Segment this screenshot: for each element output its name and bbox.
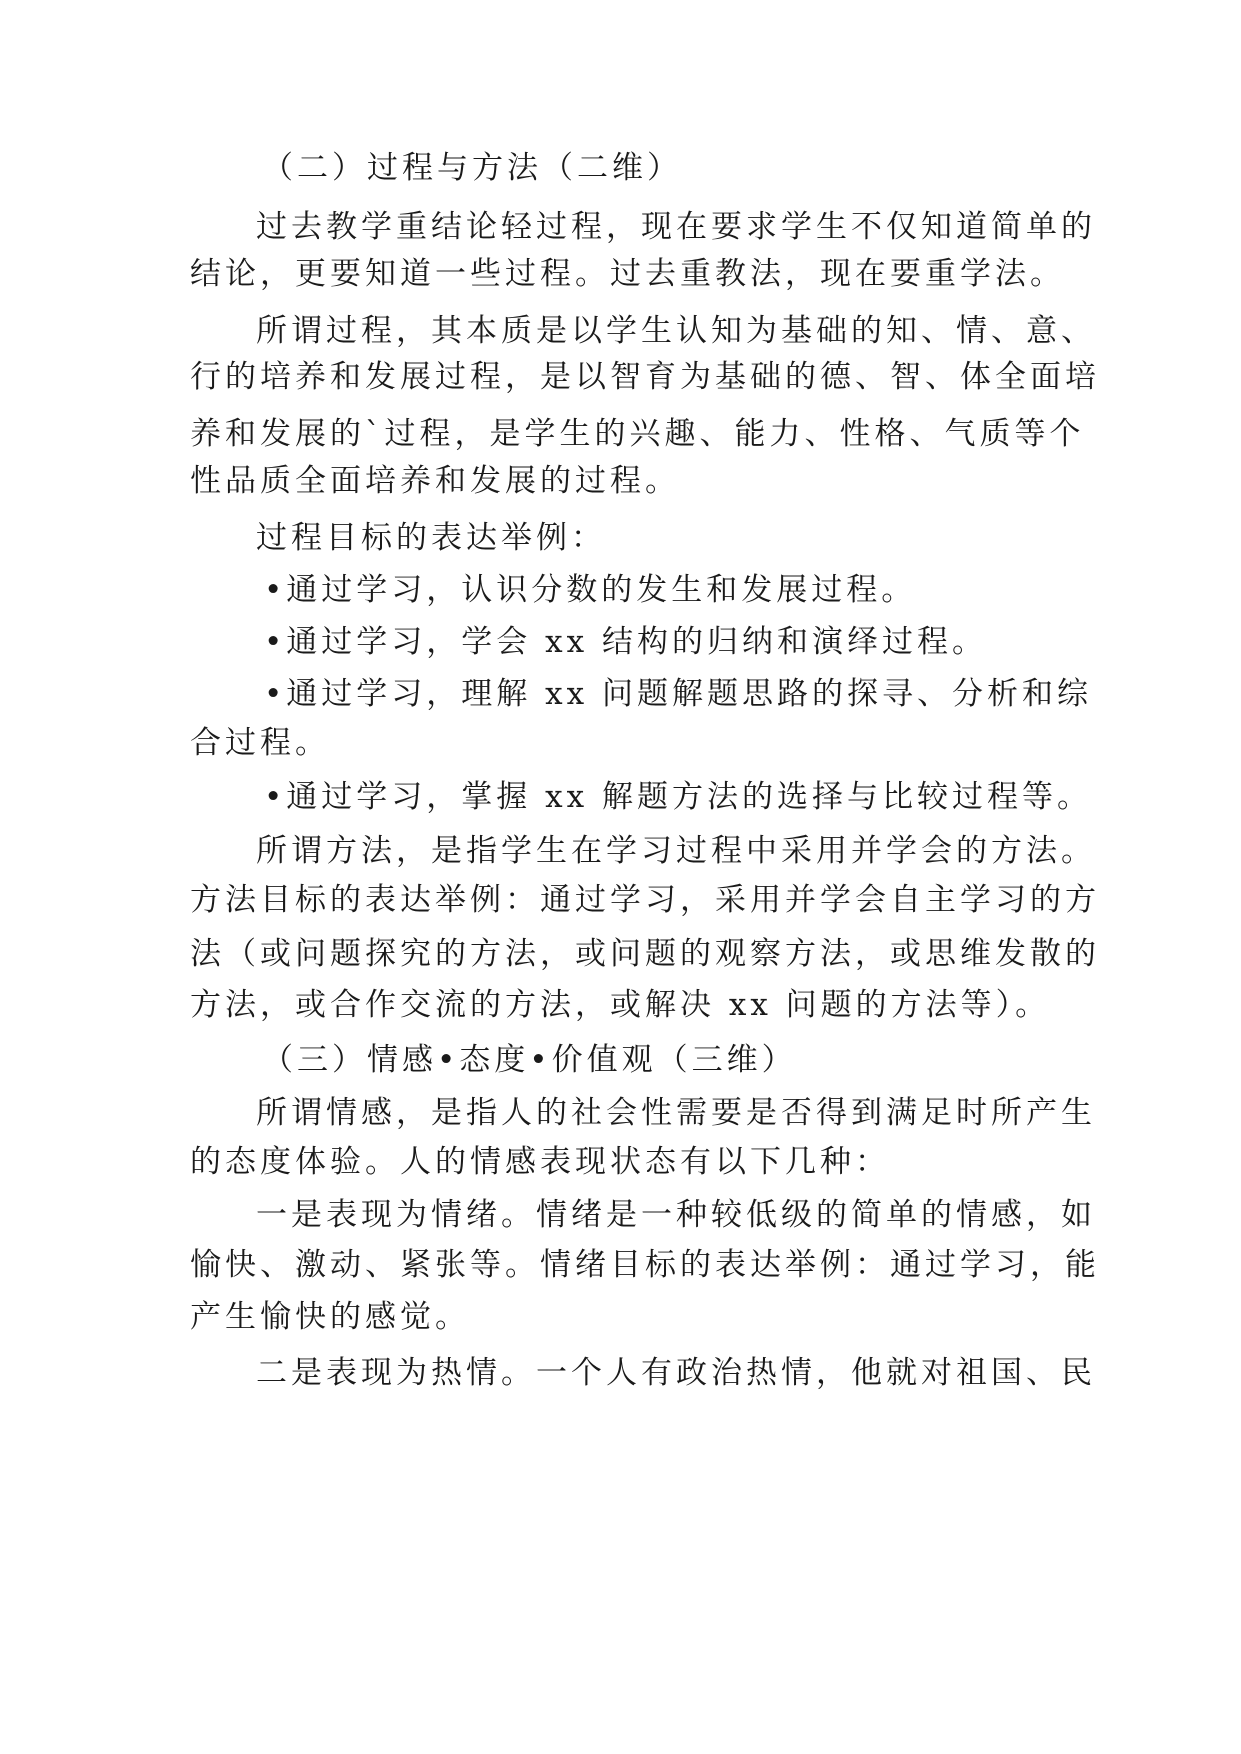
paragraph-line: 结论，更要知道一些过程。过去重教法，现在要重学法。 xyxy=(190,256,1065,292)
paragraph-line: 所谓过程，其本质是以学生认知为基础的知、情、意、 xyxy=(256,313,1096,349)
paragraph-line: 的态度体验。人的情感表现状态有以下几种： xyxy=(190,1144,890,1180)
bullet-item: •通过学习，理解 xx 问题解题思路的探寻、分析和综 xyxy=(264,676,1092,712)
paragraph-line: 过去教学重结论轻过程，现在要求学生不仅知道简单的 xyxy=(256,209,1096,245)
paragraph-line: 产生愉快的感觉。 xyxy=(190,1299,470,1335)
paragraph-line: 法（或问题探究的方法，或问题的观察方法，或思维发散的 xyxy=(190,936,1100,972)
paragraph-line: 一是表现为情绪。情绪是一种较低级的简单的情感，如 xyxy=(256,1197,1096,1233)
paragraph-line: 方法，或合作交流的方法，或解决 xx 问题的方法等）。 xyxy=(190,987,1051,1023)
paragraph-line: 行的培养和发展过程，是以智育为基础的德、智、体全面培 xyxy=(190,359,1100,395)
section-heading-emotion-attitude-values: （三）情感•态度•价值观（三维） xyxy=(262,1042,797,1078)
paragraph-line: 合过程。 xyxy=(190,725,330,761)
bullet-item: •通过学习，掌握 xx 解题方法的选择与比较过程等。 xyxy=(264,779,1092,815)
paragraph-line: 性品质全面培养和发展的过程。 xyxy=(190,463,680,499)
paragraph-line: 方法目标的表达举例：通过学习，采用并学会自主学习的方 xyxy=(190,882,1100,918)
paragraph-line: 所谓方法，是指学生在学习过程中采用并学会的方法。 xyxy=(256,833,1096,869)
paragraph-line: 二是表现为热情。一个人有政治热情，他就对祖国、民 xyxy=(256,1355,1096,1391)
paragraph-line: 过程目标的表达举例： xyxy=(256,520,606,556)
bullet-item: •通过学习，学会 xx 结构的归纳和演绎过程。 xyxy=(264,624,987,660)
section-heading-process-method: （二）过程与方法（二维） xyxy=(262,150,682,186)
paragraph-line: 愉快、激动、紧张等。情绪目标的表达举例：通过学习，能 xyxy=(190,1247,1100,1283)
paragraph-line: 养和发展的`过程，是学生的兴趣、能力、性格、气质等个 xyxy=(190,416,1085,452)
paragraph-line: 所谓情感，是指人的社会性需要是否得到满足时所产生 xyxy=(256,1095,1096,1131)
bullet-item: •通过学习，认识分数的发生和发展过程。 xyxy=(264,572,917,608)
